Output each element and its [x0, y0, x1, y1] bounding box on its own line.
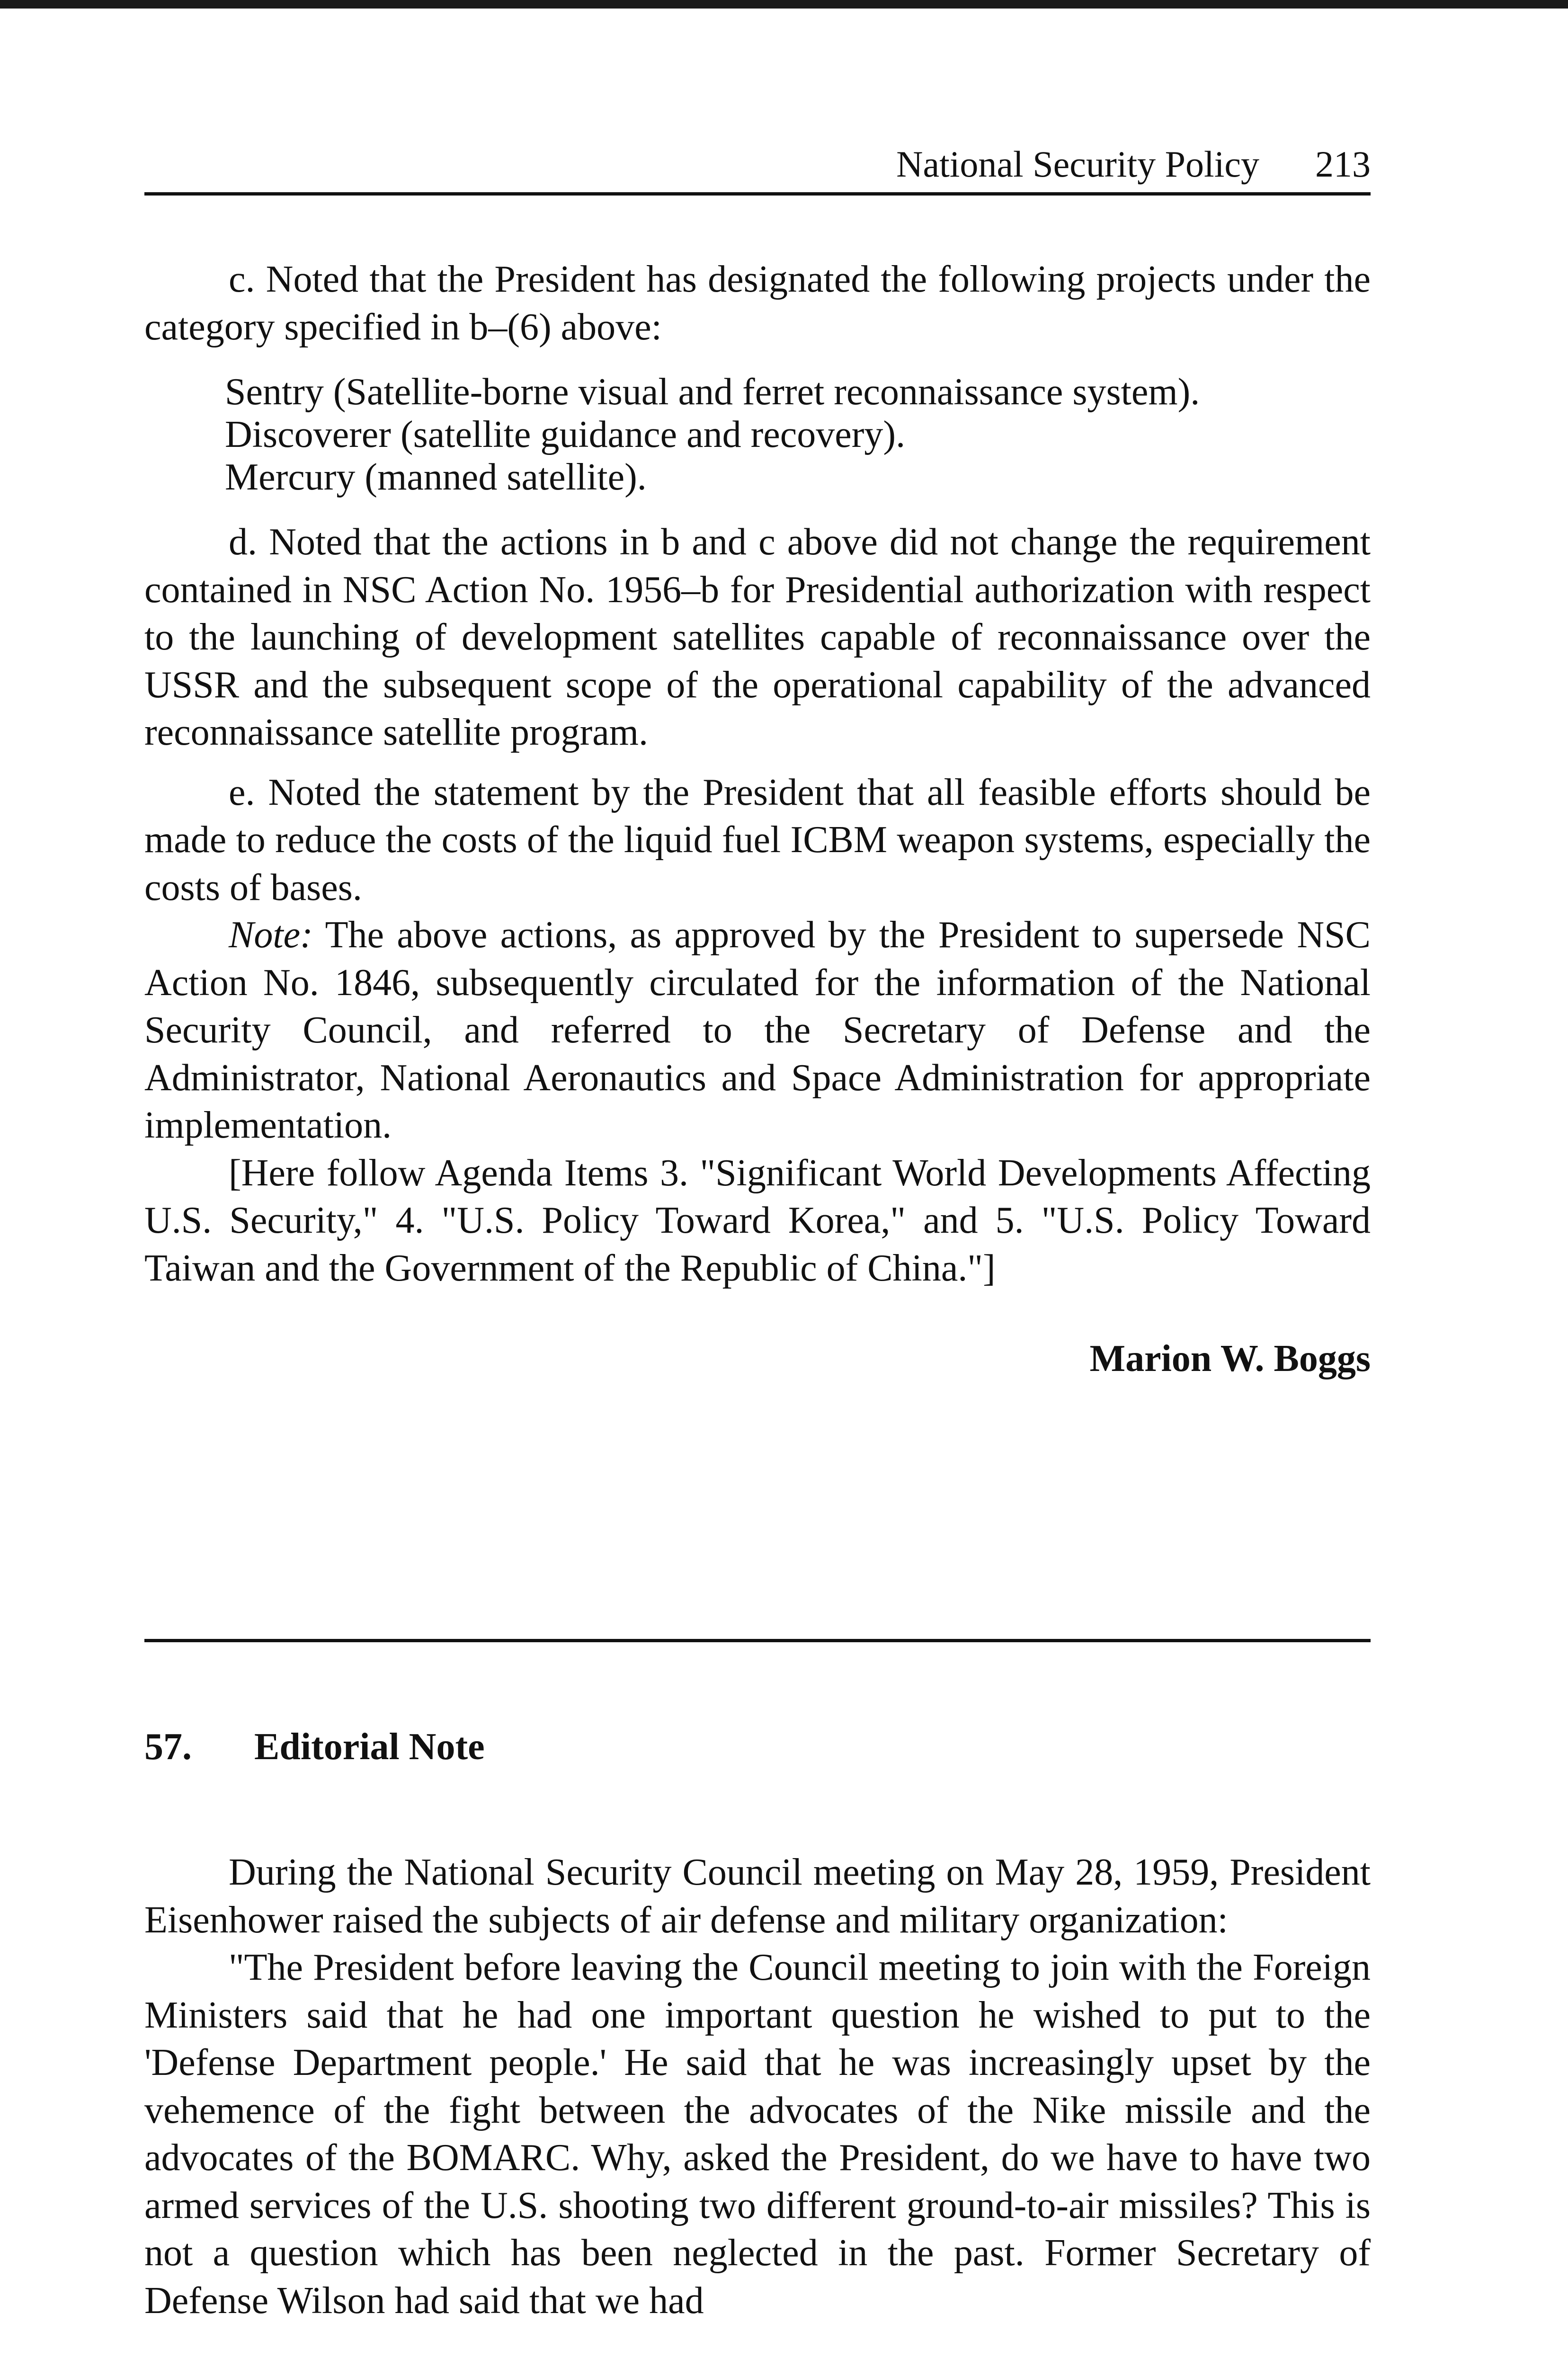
- document-body-part2: [144, 1849, 1371, 2324]
- project-item: Sentry (Satellite-borne visual and ferret reconnaissance system).: [225, 371, 1200, 413]
- paragraph-e: e. Noted the statement by the President that all feasible efforts should be made to reduce the costs of the liquid fuel ICBM weapon systems, especially the costs of bases.: [144, 771, 1371, 908]
- project-list: [225, 371, 1371, 498]
- signature: Marion W. Boggs: [1089, 1338, 1371, 1379]
- running-head: [144, 138, 1371, 190]
- note-label: Note:: [229, 914, 313, 956]
- editorial-paragraph-1: During the National Security Council meeting on May 28, 1959, President Eisenhower raised the subjects of air defense and military organization:: [144, 1851, 1371, 1941]
- project-item: Mercury (manned satellite).: [225, 456, 647, 498]
- header-rule: [144, 192, 1371, 196]
- section-separator-rule: [144, 1639, 1371, 1642]
- top-edge-rule: [0, 0, 1568, 9]
- section-heading: [144, 1723, 485, 1771]
- note-paragraph: [144, 911, 1371, 1149]
- paragraph-c: c. Noted that the President has designated the following projects under the category specified in b–(6) above:: [144, 258, 1371, 348]
- page-number: 213: [1315, 143, 1371, 185]
- note-text: The above actions, as approved by the President to supersede NSC Action No. 1846, subsequently circulated for the information of the National Security Council, and referred to the Secretary of Defense and the Administrator, National Aeronautics and Space Administration for appropriate implementation.: [144, 914, 1371, 1146]
- project-item: Discoverer (satellite guidance and recovery).: [225, 414, 906, 455]
- document-body-part1: [144, 256, 1371, 1292]
- section-number: 57.: [144, 1726, 192, 1768]
- section-title: Editorial Note: [254, 1726, 485, 1768]
- agenda-paragraph: [Here follow Agenda Items 3. "Significant World Developments Affecting U.S. Security," 4. "U.S. Policy Toward Korea," and 5. "U.S. Policy Toward Taiwan and the Government of the Republic of China."]: [144, 1152, 1371, 1289]
- paragraph-d: d. Noted that the actions in b and c above did not change the requirement contained in NSC Action No. 1956–b for Presidential authorization with respect to the launching of development satellites capable of reconnaissance over the USSR and the subsequent scope of the operational capability of the advanced reconnaissance satellite program.: [144, 521, 1371, 753]
- running-title: National Security Policy: [896, 143, 1259, 185]
- editorial-paragraph-2: "The President before leaving the Council meeting to join with the Foreign Ministers said that he had one important question he wished to put to the 'Defense Department people.' He said that he was increasingly upset by the vehemence of the fight between the advocates of the Nike missile and the advocates of the BOMARC. Why, asked the President, do we have to have two armed services of the U.S. shooting two different ground-to-air missiles? This is not a question which has been neglected in the past. Former Secretary of Defense Wilson had said that we had: [144, 1947, 1371, 2322]
